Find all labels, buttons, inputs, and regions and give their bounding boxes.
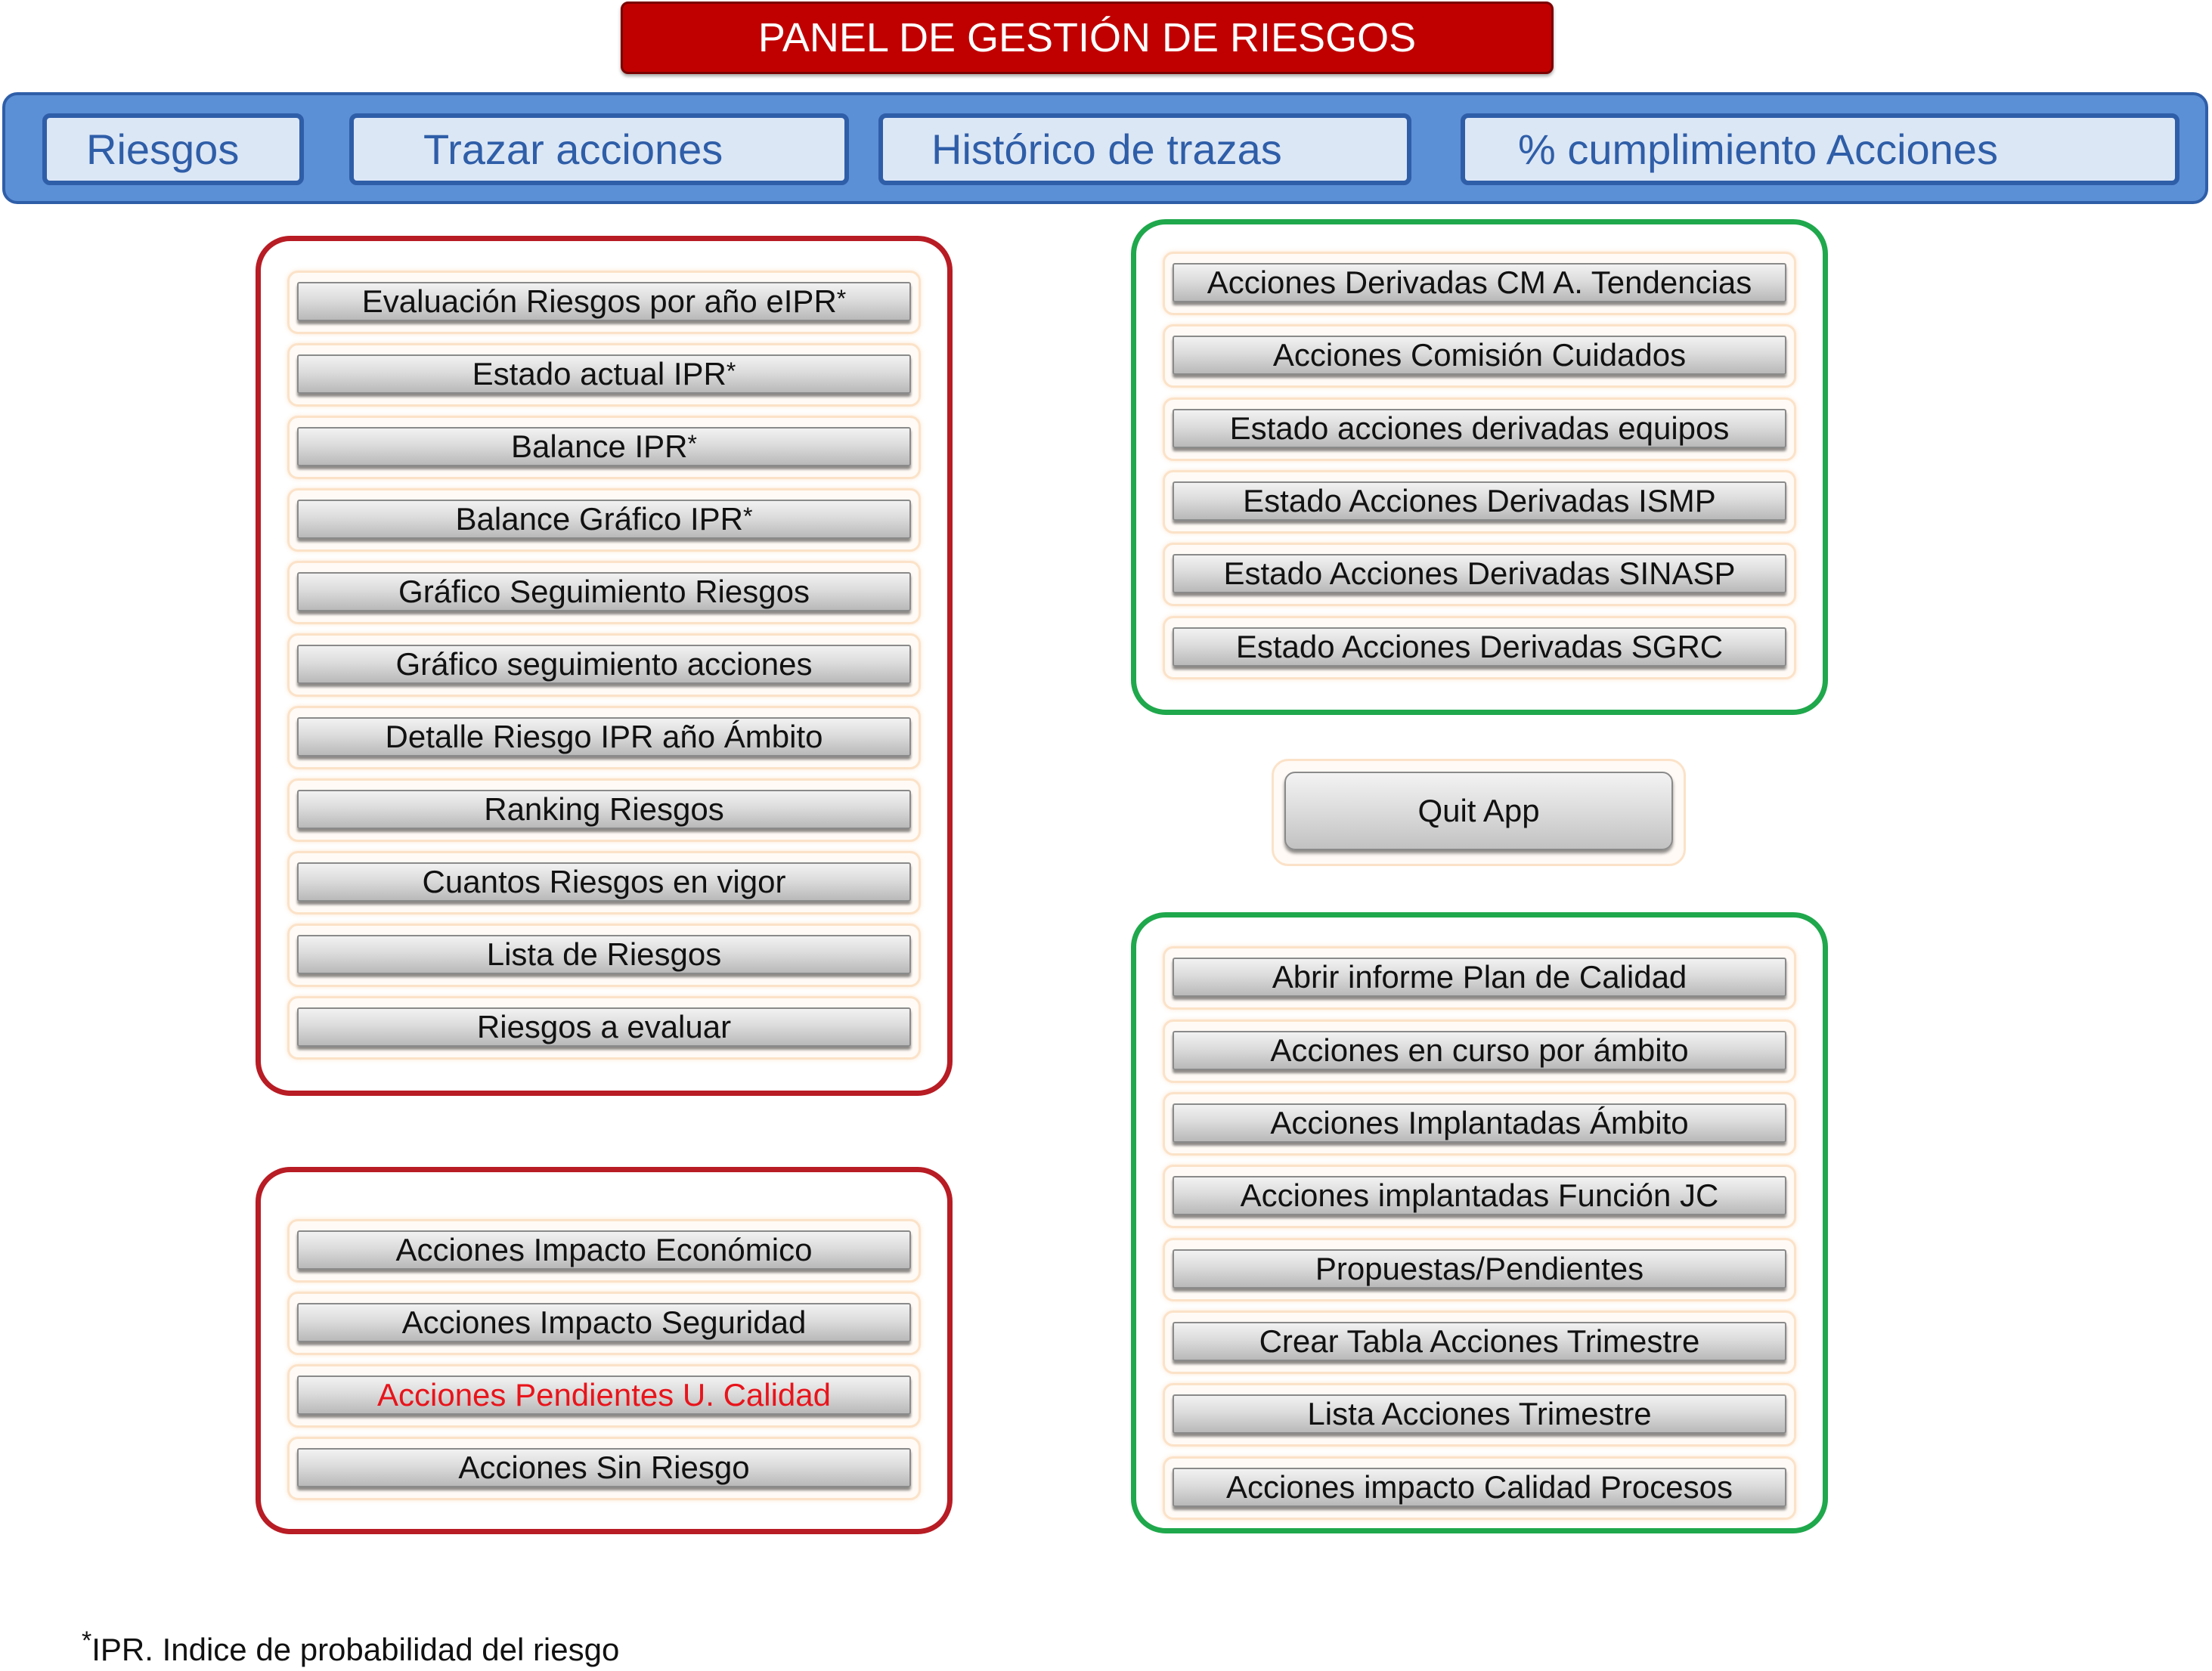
button-label: Evaluación Riesgos por año eIPR: [361, 283, 837, 319]
button-label: Estado Acciones Derivadas ISMP: [1173, 481, 1786, 521]
estado-acciones-equipos-button[interactable]: [1163, 398, 1796, 461]
button-label: Acciones Implantadas Ámbito: [1173, 1103, 1786, 1143]
button-label: Acciones Impacto Económico: [297, 1230, 911, 1270]
estado-acciones-ismp-button[interactable]: [1163, 470, 1796, 534]
button-label: Riesgos a evaluar: [297, 1007, 911, 1047]
footnote: [82, 1626, 619, 1668]
button-label: Detalle Riesgo IPR año Ámbito: [297, 717, 911, 757]
button-label: Acciones impacto Calidad Procesos: [1173, 1468, 1786, 1507]
button-label: Balance IPR: [511, 429, 688, 464]
button-label: Gráfico seguimiento acciones: [297, 645, 911, 684]
footnote-text: IPR. Indice de probabilidad del riesgo: [91, 1632, 620, 1667]
button-label: Cuantos Riesgos en vigor: [297, 862, 911, 902]
propuestas-pendientes-button[interactable]: [1163, 1238, 1796, 1301]
button-label: Estado acciones derivadas equipos: [1173, 409, 1786, 448]
evaluacion-riesgos-button[interactable]: [287, 271, 921, 334]
cuantos-riesgos-button[interactable]: [287, 851, 921, 914]
lista-de-riesgos-button[interactable]: [287, 924, 921, 987]
acciones-implantadas-funcion-button[interactable]: [1163, 1165, 1796, 1228]
tab-trazar-acciones[interactable]: Trazar acciones: [349, 113, 849, 185]
button-label: Acciones Derivadas CM A. Tendencias: [1173, 263, 1786, 302]
button-label: Acciones Impacto Seguridad: [297, 1303, 911, 1342]
ranking-riesgos-button[interactable]: [287, 778, 921, 842]
button-label: Estado Acciones Derivadas SGRC: [1173, 627, 1786, 667]
asterisk-mark: *: [836, 284, 847, 312]
estado-acciones-sgrc-button[interactable]: [1163, 616, 1796, 679]
acciones-implantadas-ambito-button[interactable]: [1163, 1092, 1796, 1156]
tab-riesgos[interactable]: Riesgos: [42, 113, 304, 185]
acciones-impacto-economico-button[interactable]: [287, 1219, 921, 1283]
estado-actual-ipr-button[interactable]: [287, 343, 921, 407]
asterisk-mark: *: [743, 502, 753, 530]
button-label: Acciones implantadas Función JC: [1173, 1176, 1786, 1215]
page-title: PANEL DE GESTIÓN DE RIESGOS: [621, 2, 1554, 74]
button-label: Acciones Sin Riesgo: [297, 1448, 911, 1487]
balance-ipr-button[interactable]: [287, 416, 921, 479]
button-label: Abrir informe Plan de Calidad: [1173, 958, 1786, 997]
quit-app-button[interactable]: [1272, 759, 1686, 866]
acciones-derivadas-cm-button[interactable]: [1163, 252, 1796, 315]
asterisk-mark: *: [687, 429, 697, 457]
button-label: Propuestas/Pendientes: [1173, 1249, 1786, 1289]
grafico-seguimiento-riesgos-button[interactable]: [287, 561, 921, 624]
button-label: Quit App: [1284, 772, 1673, 850]
acciones-impacto-seguridad-button[interactable]: [287, 1292, 921, 1355]
riesgos-a-evaluar-button[interactable]: [287, 996, 921, 1060]
balance-grafico-ipr-button[interactable]: [287, 488, 921, 552]
button-label: Acciones Pendientes U. Calidad: [297, 1375, 911, 1415]
acciones-sin-riesgo-button[interactable]: [287, 1437, 921, 1500]
lista-acciones-trimestre-button[interactable]: [1163, 1383, 1796, 1447]
acciones-comision-cuidados-button[interactable]: [1163, 324, 1796, 388]
button-label: Estado actual IPR: [472, 356, 726, 391]
button-label: Acciones Comisión Cuidados: [1173, 336, 1786, 375]
button-label: Acciones en curso por ámbito: [1173, 1031, 1786, 1070]
tab-historico-de-trazas[interactable]: Histórico de trazas: [878, 113, 1411, 185]
grafico-seguimiento-acciones-button[interactable]: [287, 633, 921, 697]
detalle-riesgo-button[interactable]: [287, 706, 921, 769]
acciones-pendientes-calidad-button[interactable]: [287, 1364, 921, 1428]
top-navigation-bar: [2, 92, 2208, 204]
asterisk-mark: *: [82, 1626, 92, 1655]
asterisk-mark: *: [726, 357, 736, 385]
button-label: Ranking Riesgos: [297, 790, 911, 829]
button-label: Gráfico Seguimiento Riesgos: [297, 572, 911, 611]
button-label: Lista Acciones Trimestre: [1173, 1394, 1786, 1434]
button-label: Estado Acciones Derivadas SINASP: [1173, 554, 1786, 593]
acciones-en-curso-button[interactable]: [1163, 1020, 1796, 1083]
crear-tabla-acciones-button[interactable]: [1163, 1310, 1796, 1374]
button-label: Lista de Riesgos: [297, 935, 911, 974]
button-label: Crear Tabla Acciones Trimestre: [1173, 1322, 1786, 1361]
button-label: Balance Gráfico IPR: [455, 501, 744, 537]
abrir-informe-plan-calidad-button[interactable]: [1163, 946, 1796, 1010]
tab-cumplimiento-acciones[interactable]: % cumplimiento Acciones: [1461, 113, 2179, 185]
estado-acciones-sinasp-button[interactable]: [1163, 543, 1796, 606]
acciones-impacto-calidad-button[interactable]: [1163, 1456, 1796, 1520]
